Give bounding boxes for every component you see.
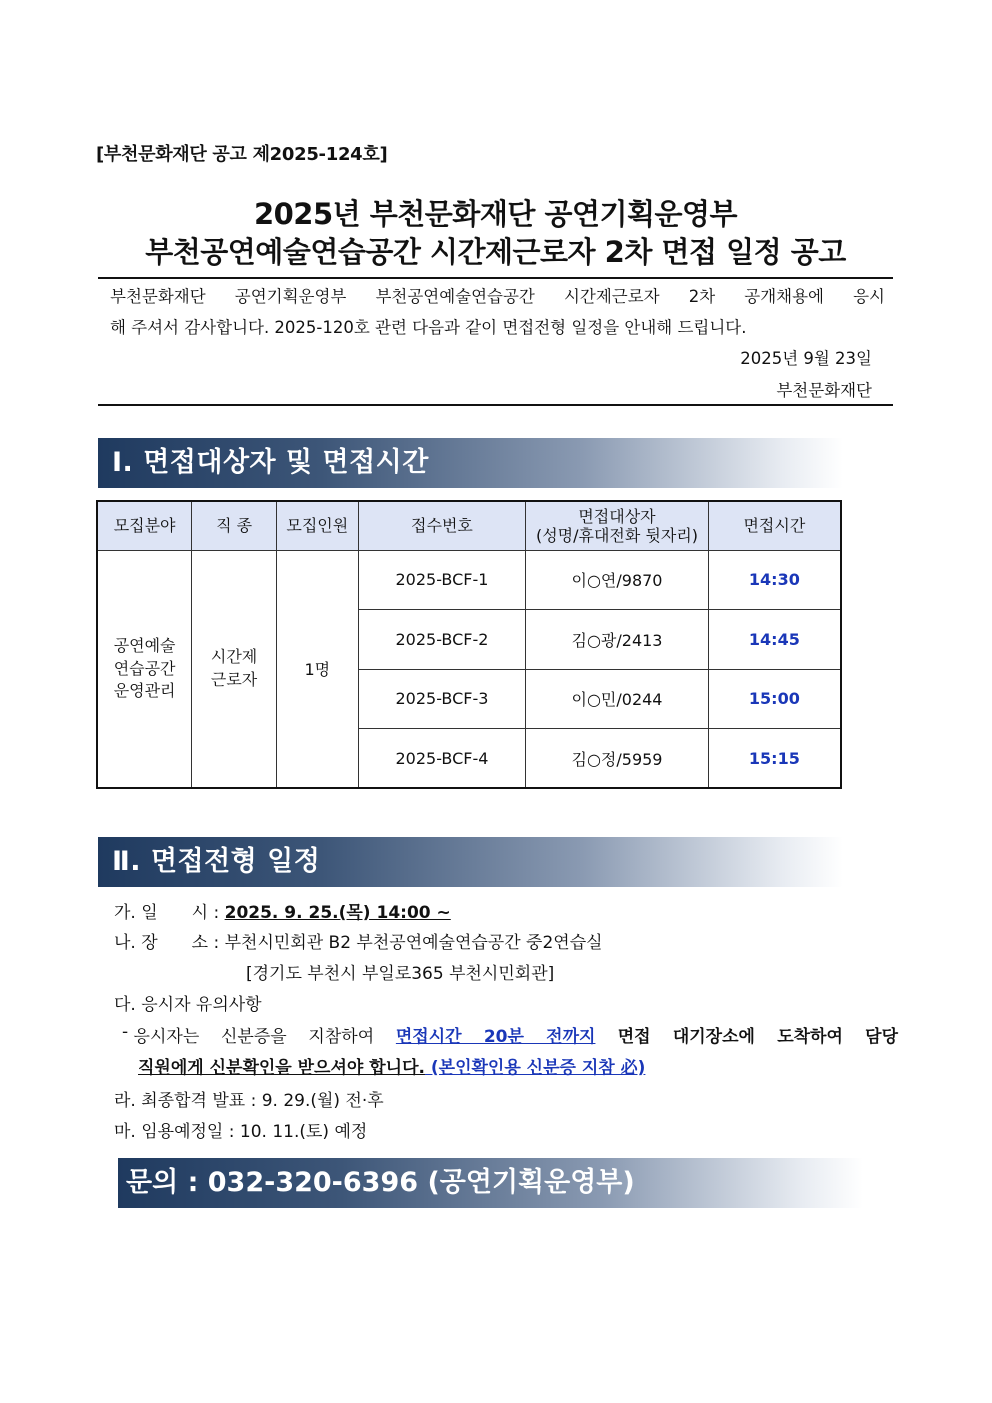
field-line3: 운영관리 bbox=[113, 680, 176, 700]
header-candidate-line2: (성명/휴대전화 뒷자리) bbox=[535, 525, 699, 545]
datetime-label: 가. 일 시 : bbox=[114, 903, 225, 923]
intro-line2: 해 주셔서 감사합니다. 2025-120호 관련 다음과 같이 면접전형 일정을 안내해 드립니다. bbox=[110, 318, 747, 337]
cell-count: 1명 bbox=[276, 550, 358, 788]
cell-reception: 2025-BCF-4 bbox=[358, 729, 526, 789]
precaution-deadline: 면접시간 20분 전까지 bbox=[395, 1027, 596, 1047]
field-line2: 연습공간 bbox=[113, 658, 176, 678]
cell-reception: 2025-BCF-2 bbox=[358, 610, 526, 670]
header-reception: 접수번호 bbox=[358, 501, 526, 550]
cell-time: 14:30 bbox=[708, 550, 841, 610]
section1-heading: Ⅰ. 면접대상자 및 면접시간 bbox=[98, 438, 843, 488]
cell-time: 15:15 bbox=[708, 729, 841, 789]
cell-candidate: 이○연/9870 bbox=[526, 550, 709, 610]
precaution-id-note: (본인확인용 신분증 지참 必) bbox=[424, 1058, 646, 1078]
precautions-line2 bbox=[138, 1053, 645, 1078]
header-count: 모집인원 bbox=[276, 501, 358, 550]
table-header-row bbox=[97, 501, 841, 550]
divider-bottom bbox=[98, 404, 893, 406]
precaution-text bbox=[134, 1022, 898, 1047]
field-line1: 공연예술 bbox=[113, 636, 176, 656]
contact-banner: 문의 : 032-320-6396 (공연기획운영부) bbox=[118, 1158, 863, 1208]
location-value: 부천시민회관 B2 부천공연예술연습공간 중2연습실 bbox=[224, 933, 603, 953]
final-announcement: 라. 최종합격 발표 : 9. 29.(월) 전·후 bbox=[114, 1091, 384, 1111]
appointment-date: 마. 임용예정일 : 10. 11.(토) 예정 bbox=[114, 1122, 368, 1142]
job-line2: 근로자 bbox=[210, 669, 258, 689]
job-line1: 시간제 bbox=[210, 647, 258, 667]
table-row bbox=[97, 550, 841, 610]
cell-time: 15:00 bbox=[708, 669, 841, 729]
issuing-organization: 부천문화재단 bbox=[776, 381, 872, 400]
location-address: [경기도 부천시 부일로365 부천시민회관] bbox=[246, 964, 555, 984]
header-time: 면접시간 bbox=[708, 501, 841, 550]
precautions-line1 bbox=[122, 1022, 898, 1047]
header-field: 모집분야 bbox=[97, 501, 192, 550]
cell-time: 14:45 bbox=[708, 610, 841, 670]
cell-reception: 2025-BCF-1 bbox=[358, 550, 526, 610]
precaution-part4: 직원에게 신분확인을 받으셔야 합니다. bbox=[138, 1058, 425, 1078]
header-job: 직 종 bbox=[192, 501, 277, 550]
intro-line1: 부천문화재단 공연기획운영부 부천공연예술연습공간 시간제근로자 2차 공개채용에 응시 bbox=[110, 287, 885, 306]
cell-candidate: 이○민/0244 bbox=[526, 669, 709, 729]
page-title-line1: 2025년 부천문화재단 공연기획운영부 bbox=[253, 197, 738, 231]
location-label: 나. 장 소 : bbox=[114, 933, 225, 953]
schedule-location bbox=[114, 928, 603, 953]
cell-field bbox=[97, 550, 192, 788]
precaution-part1: 응시자는 신분증을 지참하여 bbox=[133, 1027, 396, 1047]
cell-reception: 2025-BCF-3 bbox=[358, 669, 526, 729]
header-candidate-line1: 면접대상자 bbox=[578, 506, 656, 526]
schedule-datetime bbox=[114, 898, 451, 923]
section2-heading: Ⅱ. 면접전형 일정 bbox=[98, 837, 843, 887]
header-candidate bbox=[526, 501, 709, 550]
interview-schedule-table bbox=[96, 500, 842, 789]
notice-number: [부천문화재단 공고 제2025-124호] bbox=[96, 144, 388, 165]
page-title-line2: 부천공연예술연습공간 시간제근로자 2차 면접 일정 공고 bbox=[145, 235, 846, 269]
precautions-label: 다. 응시자 유의사항 bbox=[114, 995, 262, 1015]
precaution-part3: 면접 대기장소에 도착하여 담당 bbox=[595, 1027, 899, 1047]
cell-candidate: 김○정/5959 bbox=[526, 729, 709, 789]
notice-date: 2025년 9월 23일 bbox=[740, 349, 872, 368]
datetime-value: 2025. 9. 25.(목) 14:00 ~ bbox=[224, 903, 451, 923]
divider-top bbox=[98, 277, 893, 279]
precaution-dash: - bbox=[122, 1022, 134, 1042]
cell-job bbox=[192, 550, 277, 788]
cell-candidate: 김○광/2413 bbox=[526, 610, 709, 670]
